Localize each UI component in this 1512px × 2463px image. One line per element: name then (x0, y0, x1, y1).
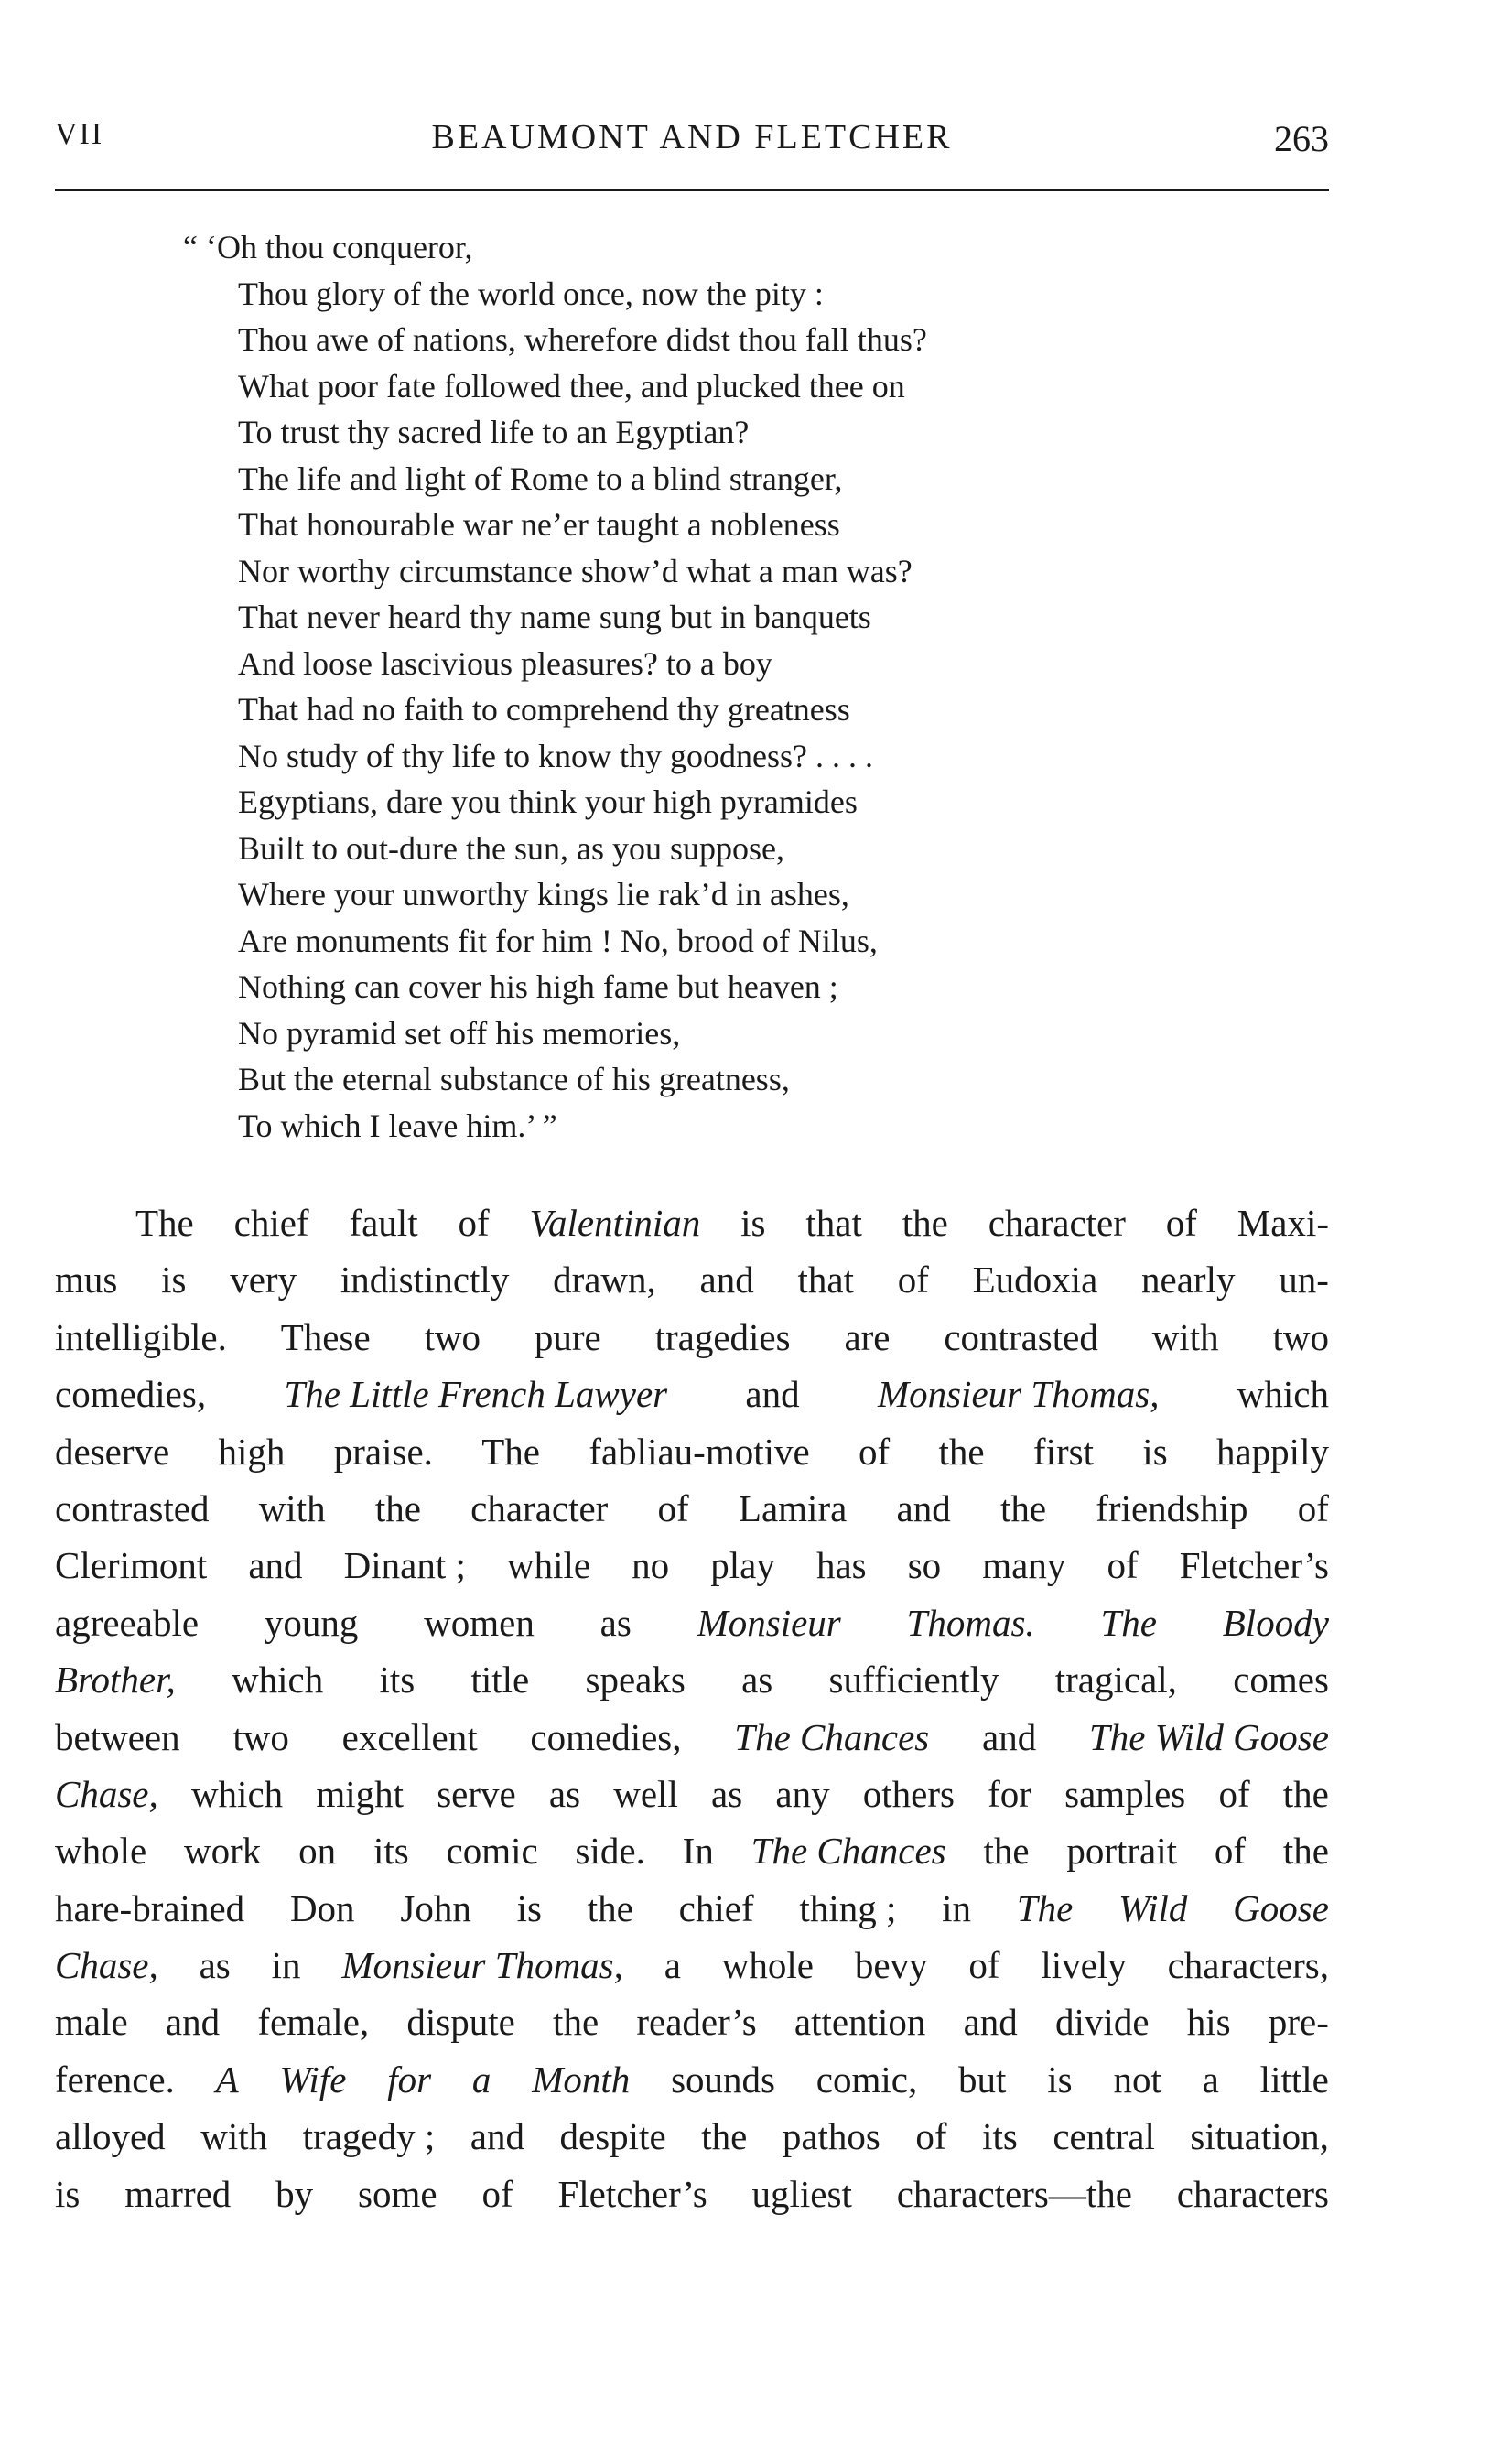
word: the (374, 1486, 421, 1529)
word: comedies, (530, 1715, 682, 1758)
word: the (938, 1430, 985, 1473)
word: comic, (815, 2058, 918, 2101)
word: but (958, 2058, 1007, 2101)
word: is (516, 1886, 542, 1929)
word: John (400, 1886, 471, 1929)
word: as (599, 1601, 632, 1644)
word: pure (534, 1315, 601, 1358)
word: of (1214, 1830, 1247, 1873)
word: male (55, 2001, 128, 2044)
word: serve (437, 1772, 516, 1815)
word: These (280, 1315, 371, 1358)
word: characters (1176, 2172, 1329, 2215)
verse-line: Built to out-dure the sun, as you suppose, (238, 829, 784, 867)
word: attention (794, 2001, 926, 2044)
verse-line: To trust thy sacred life to an Egyptian? (238, 414, 750, 450)
italic-title-word: The (1016, 1886, 1074, 1929)
word: characters—the (896, 2172, 1132, 2215)
word: female, (257, 2001, 370, 2044)
verse-line: What poor fate followed thee, and plucked thee on (238, 367, 905, 405)
word: very (230, 1259, 297, 1302)
word: Clerimont (55, 1544, 208, 1587)
prose-line (55, 1709, 1329, 1766)
word: play (710, 1544, 775, 1587)
word: character (470, 1486, 609, 1529)
italic-title-word: for (387, 2058, 432, 2101)
word: whole (721, 1944, 814, 1987)
word: which (1237, 1373, 1329, 1416)
word: with (200, 2115, 268, 2158)
italic-title-word: The Wild Goose (1089, 1715, 1329, 1758)
word: tragedies (654, 1315, 791, 1358)
verse-line: That honourable war ne’er taught a nobleness (238, 506, 840, 543)
word: central (1053, 2115, 1155, 2158)
word: of (458, 1202, 490, 1244)
word: of (1218, 1772, 1250, 1815)
word: whole (55, 1830, 147, 1873)
word: first (1032, 1430, 1094, 1473)
word: well (613, 1772, 678, 1815)
word: that (805, 1202, 862, 1244)
verse-line: But the eternal substance of his greatness, (238, 1061, 790, 1097)
word: little (1259, 2058, 1329, 2101)
word: thing ; (799, 1886, 897, 1929)
verse-line: No pyramid set off his memories, (238, 1014, 681, 1052)
word: while (506, 1544, 591, 1587)
word: and (963, 2001, 1018, 2044)
word: is (740, 1202, 766, 1244)
word: high (218, 1430, 286, 1473)
word: of (1165, 1202, 1197, 1244)
word: marred (124, 2172, 232, 2215)
word: tragical, (1054, 1658, 1177, 1701)
word: as (548, 1772, 581, 1815)
verse-line: That never heard thy name sung but in banquets (238, 599, 871, 635)
word: is (55, 2172, 81, 2215)
word: two (1272, 1315, 1329, 1358)
italic-title-word: Brother, (55, 1658, 176, 1701)
word: lively (1041, 1944, 1127, 1987)
prose-line (55, 1766, 1329, 1822)
word: others (862, 1772, 955, 1815)
word: are (844, 1315, 891, 1358)
word: despite (559, 2115, 666, 2158)
word: sufficiently (828, 1658, 999, 1701)
italic-title-word: The Little French Lawyer (284, 1373, 668, 1416)
word: with (258, 1486, 326, 1529)
verse-line: Thou glory of the world once, now the pity : (238, 275, 824, 312)
prose-line (55, 1993, 1329, 2050)
word: as (199, 1944, 231, 1987)
verse-quotation (183, 224, 1098, 1149)
word: and (165, 2001, 221, 2044)
word: and (896, 1486, 951, 1529)
word: intelligible. (55, 1315, 227, 1358)
word: chief (678, 1886, 754, 1929)
word: women (424, 1601, 535, 1644)
italic-title-word: Chase, (55, 1944, 158, 1987)
verse-line: And loose lascivious pleasures? to a boy (238, 644, 772, 682)
word: the (587, 1886, 633, 1929)
word: The (481, 1430, 540, 1473)
word: is (161, 1259, 187, 1302)
word: Lamira (738, 1486, 848, 1529)
prose-line (55, 2108, 1329, 2165)
word: as (741, 1658, 773, 1701)
word: pathos (782, 2115, 880, 2158)
word: praise. (333, 1430, 433, 1473)
word: title (470, 1658, 530, 1701)
word: ugliest (751, 2172, 852, 2215)
verse-line: Are monuments fit for him ! No, brood of Nilus, (238, 922, 878, 959)
word: Fletcher’s (1179, 1544, 1329, 1587)
prose-line (55, 1480, 1329, 1537)
word: friendship (1096, 1486, 1248, 1529)
word: the (999, 1486, 1047, 1529)
word: dispute (406, 2001, 515, 2044)
word: and (470, 2115, 524, 2158)
prose-line (55, 1537, 1329, 1593)
word: of (859, 1430, 891, 1473)
word: comes (1233, 1658, 1329, 1701)
word: character (988, 1202, 1126, 1244)
running-title: BEAUMONT AND FLETCHER (431, 118, 953, 157)
word: fabliau-motive (589, 1430, 810, 1473)
word: of (968, 1944, 1000, 1987)
word: portrait (1066, 1830, 1178, 1873)
word: Fletcher’s (557, 2172, 707, 2215)
word: no (632, 1544, 670, 1587)
italic-title-word: Wife (279, 2058, 347, 2101)
word: excellent (341, 1715, 478, 1758)
word: and (248, 1544, 303, 1587)
verse-line: Nothing can cover his high fame but heaven ; (238, 968, 838, 1005)
word: in (942, 1886, 972, 1929)
word: agreeable (55, 1601, 200, 1644)
prose-line (55, 1937, 1329, 1993)
word: of (481, 2172, 513, 2215)
word: contrasted (944, 1315, 1098, 1358)
word: of (897, 1259, 929, 1302)
word: as (711, 1772, 743, 1815)
word: and (699, 1259, 754, 1302)
word: happily (1215, 1430, 1329, 1473)
word: tragedy ; (302, 2115, 436, 2158)
verse-line: To which I leave him.’ ” (238, 1107, 557, 1144)
word: that (797, 1259, 854, 1302)
prose-line (55, 1309, 1329, 1366)
word: two (232, 1715, 289, 1758)
verse-line: Nor worthy circumstance show’d what a man was? (238, 552, 913, 589)
word: young (264, 1601, 359, 1644)
word: comic (446, 1830, 538, 1873)
verse-line: The life and light of Rome to a blind stranger, (238, 459, 843, 497)
verse-line: “ ‘Oh thou conqueror, (183, 229, 473, 265)
word: his (1186, 2001, 1231, 2044)
word: deserve (55, 1430, 170, 1473)
word: its (982, 2115, 1018, 2158)
word: Eudoxia (972, 1259, 1098, 1302)
italic-title-word: Monsieur Thomas, (877, 1373, 1160, 1416)
italic-title-word: Goose (1233, 1886, 1329, 1929)
word: mus (55, 1259, 118, 1302)
prose-line (55, 2051, 1329, 2108)
word: the (701, 2115, 748, 2158)
word: characters, (1167, 1944, 1329, 1987)
word: so (907, 1544, 942, 1587)
italic-title-word: Month (532, 2058, 631, 2101)
word: of (915, 2115, 947, 2158)
word: which (190, 1772, 284, 1815)
word: with (1151, 1315, 1219, 1358)
word: many (982, 1544, 1066, 1587)
word: on (298, 1830, 337, 1873)
word: of (657, 1486, 689, 1529)
verse-line: No study of thy life to know thy goodness? . . . . (238, 737, 873, 774)
word: Dinant ; (343, 1544, 466, 1587)
word: has (815, 1544, 867, 1587)
italic-title-word: Monsieur (697, 1601, 841, 1644)
verse-line: Where your unworthy kings lie rak’d in ashes, (238, 876, 849, 913)
word: The (135, 1202, 194, 1244)
word: un- (1279, 1259, 1329, 1302)
prose-paragraph (55, 1194, 1329, 2222)
prose-line (55, 1594, 1329, 1651)
italic-title-word: Bloody (1222, 1601, 1329, 1644)
word: ference. (55, 2058, 175, 2101)
word: fault (349, 1202, 418, 1244)
word: is (1047, 2058, 1073, 2101)
word: hare-brained (55, 1886, 245, 1929)
word: for (988, 1772, 1031, 1815)
page-number: 263 (1274, 118, 1329, 159)
word: which (232, 1658, 324, 1701)
word: of (1297, 1486, 1329, 1529)
italic-title-word: Valentinian (529, 1202, 701, 1244)
italic-title-word: a (471, 2058, 491, 2101)
word: the (902, 1202, 948, 1244)
verse-line: Egyptians, dare you think your high pyramides (238, 783, 858, 820)
italic-title-word: A (215, 2058, 239, 2101)
word: the (983, 1830, 1030, 1873)
word: drawn, (553, 1259, 656, 1302)
word: the (1282, 1830, 1329, 1873)
word: of (1107, 1544, 1139, 1587)
prose-line (55, 1194, 1329, 1251)
word: indistinctly (340, 1259, 510, 1302)
word: not (1113, 2058, 1161, 2101)
prose-line (55, 2166, 1329, 2222)
word: pre- (1268, 2001, 1329, 2044)
word: samples (1064, 1772, 1186, 1815)
italic-title-word: Wild (1118, 1886, 1188, 1929)
word: In (682, 1830, 714, 1873)
italic-title-word: Monsieur Thomas, (341, 1944, 623, 1987)
word: and (982, 1715, 1037, 1758)
word: nearly (1141, 1259, 1236, 1302)
word: in (271, 1944, 301, 1987)
word: the (1282, 1772, 1329, 1815)
italic-title-word: The Chances (734, 1715, 930, 1758)
word: divide (1055, 2001, 1150, 2044)
word: speaks (585, 1658, 686, 1701)
prose-line (55, 1822, 1329, 1879)
word: its (373, 1830, 409, 1873)
word: work (184, 1830, 262, 1873)
word: situation, (1190, 2115, 1329, 2158)
word: and (745, 1373, 800, 1416)
prose-line (55, 1423, 1329, 1480)
word: Maxi- (1237, 1202, 1329, 1244)
word: might (316, 1772, 405, 1815)
word: comedies, (55, 1373, 207, 1416)
verse-line: That had no faith to comprehend thy greatness (238, 691, 850, 728)
word: contrasted (55, 1486, 210, 1529)
italic-title-word: Thomas. (906, 1601, 1035, 1644)
header-rule (55, 189, 1329, 191)
word: the (553, 2001, 599, 2044)
word: Don (289, 1886, 355, 1929)
word: side. (575, 1830, 645, 1873)
prose-line (55, 1651, 1329, 1708)
word: a (664, 1944, 681, 1987)
word: is (1142, 1430, 1168, 1473)
word: chief (233, 1202, 309, 1244)
prose-line (55, 1366, 1329, 1422)
italic-title-word: The Chances (751, 1830, 946, 1873)
word: any (775, 1772, 830, 1815)
word: bevy (854, 1944, 928, 1987)
italic-title-word: The (1100, 1601, 1157, 1644)
verse-line: Thou awe of nations, wherefore didst thou fall thus? (238, 321, 927, 358)
prose-line (55, 1880, 1329, 1937)
section-number: VII (55, 117, 104, 151)
word: sounds (671, 2058, 775, 2101)
word: two (424, 1315, 481, 1358)
prose-line (55, 1251, 1329, 1308)
word: alloyed (55, 2115, 166, 2158)
word: its (379, 1658, 416, 1701)
italic-title-word: Chase, (55, 1772, 158, 1815)
word: reader’s (636, 2001, 757, 2044)
word: between (55, 1715, 180, 1758)
word: by (275, 2172, 314, 2215)
running-header (55, 117, 1329, 172)
word: some (358, 2172, 437, 2215)
word: a (1202, 2058, 1219, 2101)
